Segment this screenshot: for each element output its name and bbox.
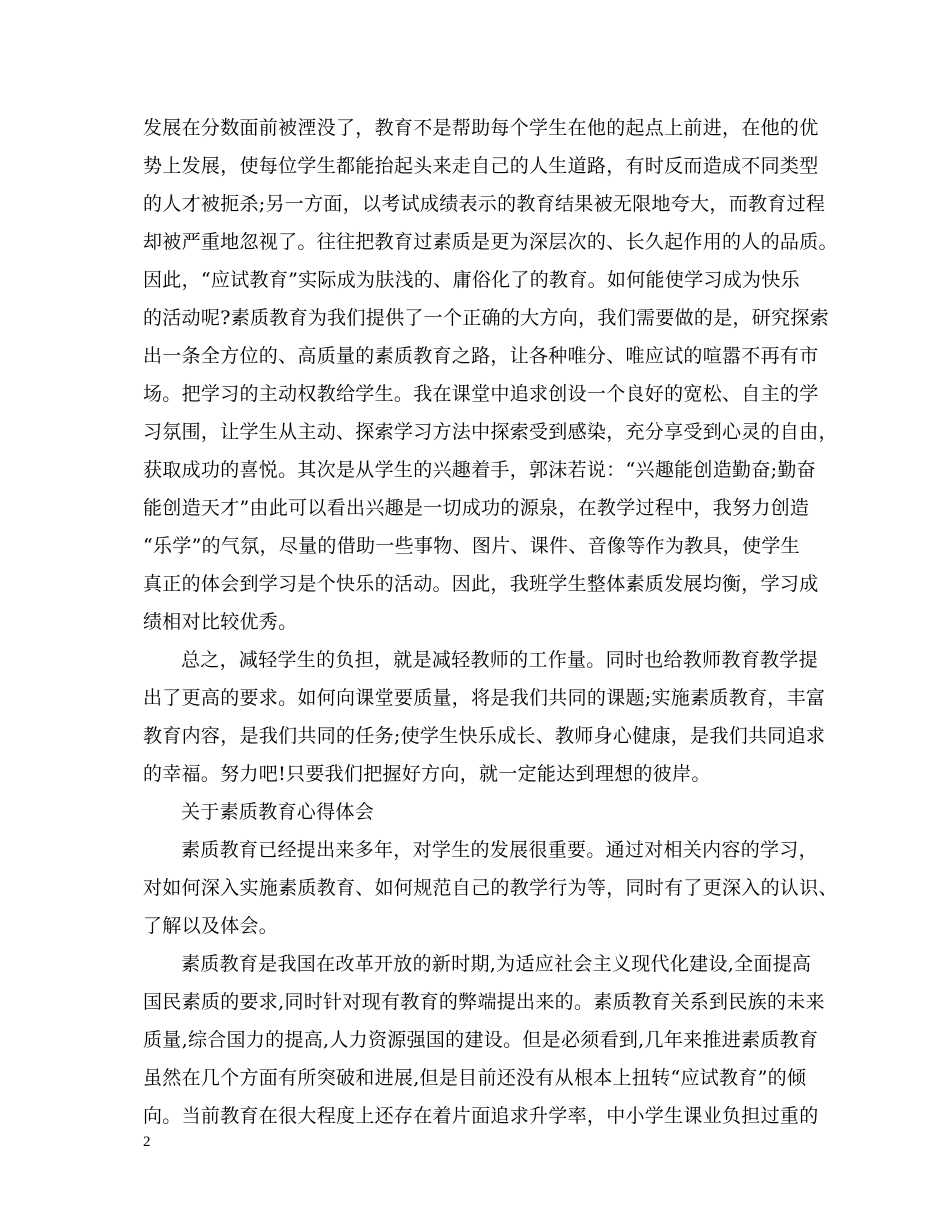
- text-line: 场。把学习的主动权教给学生。我在课堂中追求创设一个良好的宽松、自主的学: [143, 383, 819, 405]
- text-line: 出一条全方位的、高质量的素质教育之路，让各种唯分、唯应试的喧嚣不再有市: [143, 345, 819, 367]
- text-line: 的人才被扼杀;另一方面，以考试成绩表示的教育结果被无限地夸大，而教育过程: [143, 193, 826, 215]
- text-line: 对如何深入实施素质教育、如何规范自己的教学行为等，同时有了更深入的认识、: [143, 877, 838, 899]
- text-line: 绩相对比较优秀。: [143, 611, 298, 633]
- text-line: 的活动呢?素质教育为我们提供了一个正确的大方向，我们需要做的是，研究探索: [143, 307, 829, 329]
- text-line: “乐学”的气氛，尽量的借助一些事物、图片、课件、音像等作为教具，使学生: [143, 535, 800, 557]
- text-line: 获取成功的喜悦。其次是从学生的兴趣着手，郭沫若说：“兴趣能创造勤奋;勤奋: [143, 459, 816, 481]
- text-line: 素质教育是我国在改革开放的新时期,为适应社会主义现代化建设,全面提高: [181, 953, 812, 975]
- text-line: 习氛围，让学生从主动、探索学习方法中探索受到感染，充分享受到心灵的自由，: [143, 421, 838, 443]
- text-line: 却被严重地忽视了。往往把教育过素质是更为深层次的、长久起作用的人的品质。: [143, 231, 838, 253]
- text-line: 能创造天才”由此可以看出兴趣是一切成功的源泉，在教学过程中，我努力创造: [143, 497, 810, 519]
- text-line: 因此，“应试教育”实际成为肤浅的、庸俗化了的教育。如何能使学习成为快乐: [143, 269, 800, 291]
- text-line: 质量,综合国力的提高,人力资源强国的建设。但是必须看到,几年来推进素质教育: [143, 1029, 819, 1051]
- text-line: 真正的体会到学习是个快乐的活动。因此，我班学生整体素质发展均衡，学习成: [143, 573, 819, 595]
- text-line: 国民素质的要求,同时针对现有教育的弊端提出来的。素质教育关系到民族的未来: [143, 991, 825, 1013]
- text-line: 的幸福。努力吧!只要我们把握好方向，就一定能达到理想的彼岸。: [143, 763, 711, 785]
- text-line: 了解以及体会。: [143, 915, 279, 937]
- text-line: 出了更高的要求。如何向课堂要质量，将是我们共同的课题;实施素质教育，丰富: [143, 687, 826, 709]
- text-line: 教育内容，是我们共同的任务;使学生快乐成长、教师身心健康，是我们共同追求: [143, 725, 826, 747]
- text-line: 发展在分数面前被湮没了，教育不是帮助每个学生在他的起点上前进，在他的优: [143, 117, 819, 139]
- page-number: 2: [143, 1134, 151, 1150]
- text-line: 向。当前教育在很大程度上还存在着片面追求升学率，中小学生课业负担过重的: [143, 1105, 819, 1127]
- section-heading: 关于素质教育心得体会: [181, 801, 375, 823]
- text-line: 势上发展，使每位学生都能抬起头来走自己的人生道路，有时反而造成不同类型: [143, 155, 819, 177]
- text-line: 虽然在几个方面有所突破和进展,但是目前还没有从根本上扭转“应试教育”的倾: [143, 1067, 807, 1089]
- text-line: 总之，减轻学生的负担，就是减轻教师的工作量。同时也给教师教育教学提: [181, 649, 818, 671]
- text-line: 素质教育已经提出来多年，对学生的发展很重要。通过对相关内容的学习，: [181, 839, 818, 861]
